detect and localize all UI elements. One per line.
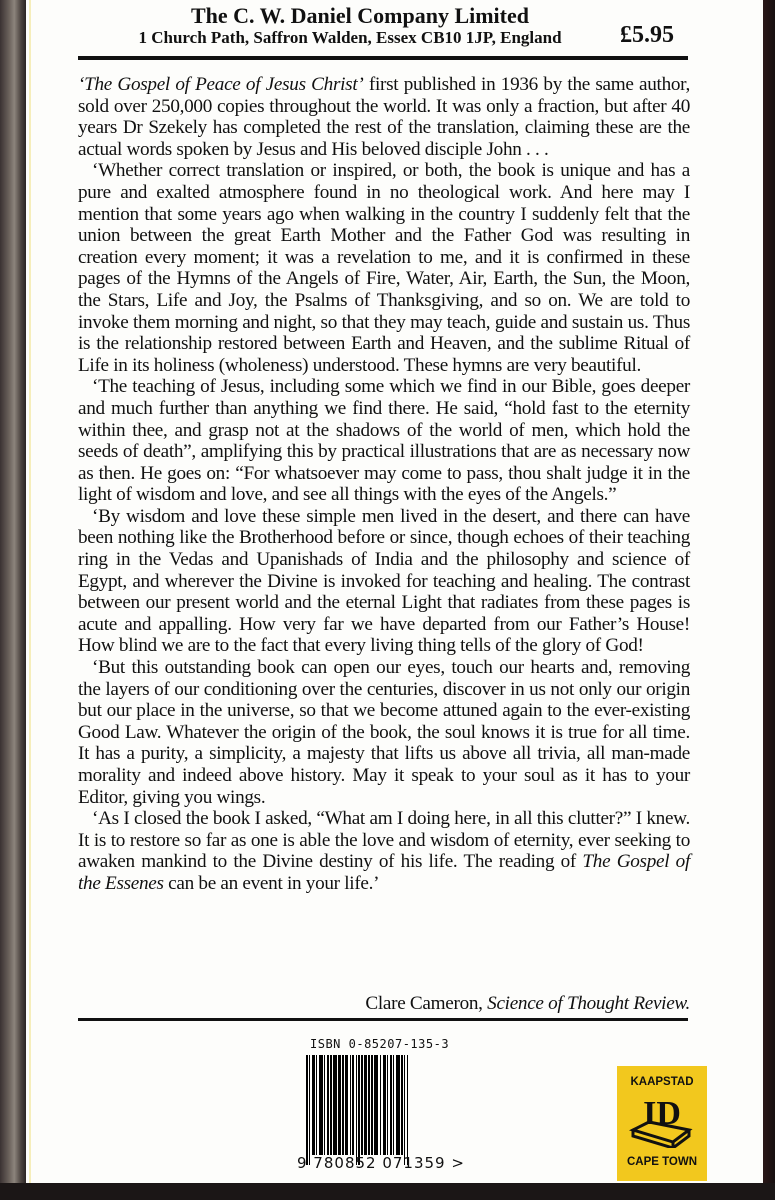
- review-attribution: [78, 993, 690, 1015]
- book-logo-icon: [629, 1092, 695, 1148]
- barcode: [306, 1055, 448, 1165]
- blurb-paragraph: ‘Whether correct translation or inspired, or both, the book is unique and has a pure and exalted atmosphere found in no theological work. And here may I mention that some years ago when walking in the country I suddenly felt that the union between the great Earth Mother and the Father God was resulting in creation every moment; it was a revelation to me, and it is confirmed in these pages of the Hymns of the Angels of Fire, Water, Air, Earth, the Sun, the Moon, the Stars, Life and Joy, the Psalms of Thanksgiving, and so on. We are told to invoke them morning and night, so that they may teach, guide and sustain us. Thus is the relationship restored between Earth and Heaven, and the sublime Ritual of Life in its holiness (wholeness) understood. These hymns are very beautiful.: [78, 160, 690, 376]
- sticker-top-text: KAAPSTAD: [630, 1076, 694, 1088]
- page-edge-line: [29, 0, 31, 1183]
- book-title-italic: ‘The Gospel of Peace of Jesus Christ’: [78, 74, 364, 95]
- publisher-header: [80, 0, 690, 52]
- publisher-address: 1 Church Path, Saffron Walden, Essex CB10 1JP, England: [138, 28, 562, 47]
- price-label: £5.95: [620, 22, 674, 48]
- bookseller-sticker: [617, 1066, 707, 1181]
- book-title-italic: The Gospel of the Essenes: [78, 851, 690, 894]
- blurb-paragraph: ‘As I closed the book I asked, “What am I doing here, in all this clutter?” I knew. It is to restore so far as one is able the love and wisdom of eternity, ever seeking to awaken mankind to the Divine destiny of his life. The reading of The Gospel of the Essenes can be an event in your life.’: [78, 808, 690, 894]
- header-divider: [78, 56, 688, 60]
- sticker-bottom-text: CAPE TOWN: [626, 1156, 698, 1168]
- blurb-text: [78, 74, 690, 895]
- svg-text:ID: ID: [643, 1095, 681, 1132]
- blurb-paragraph: ‘The teaching of Jesus, including some which we find in our Bible, goes deeper and much further than anything we find there. He said, “hold fast to the eternity within thee, and grasp not at the shadows of the world of men, which hold the seeds of death”, amplifying this by practical illustrations that are as necessary now as then. He goes on: “For whatsoever may come to pass, thou shalt judge it in the light of wisdom and love, and see all things with the eyes of the Angels.”: [78, 376, 690, 506]
- reviewer-name: Clare Cameron,: [365, 993, 488, 1014]
- review-source: Science of Thought Review.: [487, 993, 690, 1014]
- isbn-label: ISBN 0-85207-135-3: [310, 1037, 450, 1051]
- blurb-paragraph: ‘The Gospel of Peace of Jesus Christ’ first published in 1936 by the same author, sold over 250,000 copies throughout the world. It was only a fraction, but after 40 years Dr Szekely has completed the rest of the translation, claiming these are the actual words spoken by Jesus and His beloved disciple John . . .: [78, 74, 690, 160]
- barcode-digits: 9 780852 071359 >: [297, 1154, 465, 1172]
- book-spine-left-edge: [0, 0, 26, 1200]
- blurb-paragraph: ‘But this outstanding book can open our eyes, touch our hearts and, removing the layers of our conditioning over the centuries, discover in us not only our origin but our place in the universe, so that we become attuned again to the ever-existing Good Law. Whatever the origin of the book, the soul knows it is true for all time. It has a purity, a simplicity, a majesty that lifts us above all trivia, all man-made morality and indeed above history. May it speak to your soul as it has to your Editor, giving you wings.: [78, 657, 690, 808]
- publisher-name: The C. W. Daniel Company Limited: [191, 3, 529, 28]
- book-bottom-edge: [0, 1183, 775, 1200]
- book-right-edge: [763, 0, 775, 1200]
- footer-divider: [78, 1018, 688, 1021]
- blurb-paragraph: ‘By wisdom and love these simple men lived in the desert, and there can have been nothing like the Brotherhood before or since, though echoes of their teaching ring in the Vedas and Upanishads of India and the philosophy and science of Egypt, and wherever the Divine is invoked for teaching and healing. The contrast between our present world and the eternal Light that radiates from these pages is acute and appalling. How very far we have departed from our Father’s House! How blind we are to the fact that every living thing tells of the glory of God!: [78, 505, 690, 657]
